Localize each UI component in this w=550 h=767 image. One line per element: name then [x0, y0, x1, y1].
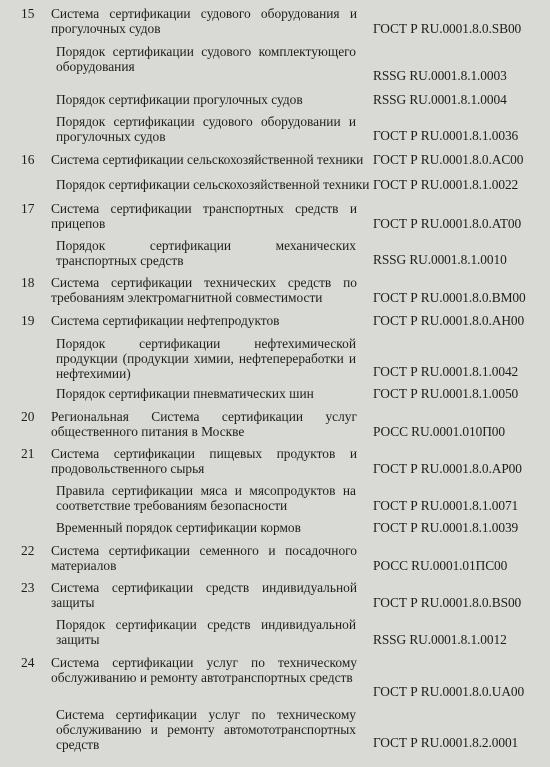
entry-title: Система сертификации нефтепродуктов: [51, 313, 280, 328]
entry-title: Порядок сертификации механических транспортных средств: [56, 238, 356, 268]
entry-code: ГОСТ Р RU.0001.8.0.AH00: [373, 313, 525, 328]
entry-title: Региональная Система сертификации услуг общественного питания в Москве: [51, 409, 357, 439]
entry-title: Система сертификации услуг по техническому обслуживанию и ремонту автомототранспортных средств: [56, 707, 356, 752]
entry-title: Система сертификации средств индивидуальной защиты: [51, 580, 357, 610]
entry-code: ГОСТ Р RU.0001.8.1.0050: [373, 386, 519, 401]
entry-title: Система сертификации сельскохозяйственной техники: [51, 152, 364, 167]
entry-title: Порядок сертификации судового оборудовании и прогулочных судов: [56, 114, 356, 144]
entry-title: Система сертификации технических средств по требованиям электромагнитной совместимости: [51, 275, 357, 305]
entry-title: Порядок сертификации судового комплектующего оборудования: [56, 44, 356, 74]
entry-title: Система сертификации транспортных средств и прицепов: [51, 201, 357, 231]
entry-title: Порядок сертификации прогулочных судов: [56, 92, 303, 107]
entry-title: Порядок сертификации пневматических шин: [56, 386, 314, 401]
entry-title: Система сертификации семенного и посадочного материалов: [51, 543, 357, 573]
entry-title: Система сертификации судового оборудования и прогулочных судов: [51, 6, 357, 36]
entry-code: ГОСТ Р RU.0001.8.1.0039: [373, 520, 519, 535]
entry-code: ГОСТ Р RU.0001.8.1.0022: [373, 177, 519, 192]
entry-title: Порядок сертификации нефтехимической продукции (продукции химии, нефтепереработки и нефтехимии): [56, 336, 356, 381]
entry-code: RSSG RU.0001.8.1.0012: [373, 632, 507, 647]
entry-number: 20: [21, 409, 35, 424]
entry-code: ГОСТ Р RU.0001.8.0.AC00: [373, 152, 524, 167]
entry-code: ГОСТ Р RU.0001.8.0.UA00: [373, 684, 525, 699]
entry-number: 24: [21, 655, 35, 670]
entry-number: 18: [21, 275, 35, 290]
entry-code: RSSG RU.0001.8.1.0010: [373, 252, 507, 267]
entry-number: 17: [21, 201, 35, 216]
entry-code: RSSG RU.0001.8.1.0004: [373, 92, 507, 107]
entry-code: ГОСТ Р RU.0001.8.0.BS00: [373, 595, 522, 610]
entry-code: РОСС RU.0001.01ПС00: [373, 558, 508, 573]
entry-code: ГОСТ Р RU.0001.8.1.0036: [373, 128, 519, 143]
entry-code: ГОСТ Р RU.0001.8.0.AP00: [373, 461, 522, 476]
entry-title: Порядок сертификации сельскохозяйственной техники: [56, 177, 370, 192]
entry-code: ГОСТ Р RU.0001.8.2.0001: [373, 735, 519, 750]
entry-title: Правила сертификации мяса и мясопродуктов на соответствие требованиям безопасности: [56, 483, 356, 513]
entry-number: 16: [21, 152, 35, 167]
entry-code: ГОСТ Р RU.0001.8.1.0042: [373, 364, 519, 379]
entry-code: ГОСТ Р RU.0001.8.0.SB00: [373, 21, 522, 36]
entry-code: RSSG RU.0001.8.1.0003: [373, 68, 507, 83]
entry-number: 22: [21, 543, 35, 558]
entry-number: 23: [21, 580, 35, 595]
entry-number: 15: [21, 6, 35, 21]
entry-number: 19: [21, 313, 35, 328]
entry-title: Временный порядок сертификации кормов: [56, 520, 301, 535]
entry-code: ГОСТ Р RU.0001.8.0.AT00: [373, 216, 522, 231]
entry-code: РОСС RU.0001.010П00: [373, 424, 505, 439]
entry-number: 21: [21, 446, 35, 461]
entry-title: Система сертификации пищевых продуктов и продовольственного сырья: [51, 446, 357, 476]
entry-code: ГОСТ Р RU.0001.8.0.BM00: [373, 290, 526, 305]
entry-title: Порядок сертификации средств индивидуальной защиты: [56, 617, 356, 647]
entry-code: ГОСТ Р RU.0001.8.1.0071: [373, 498, 519, 513]
entry-title: Система сертификации услуг по техническому обслуживанию и ремонту автотранспортных средств: [51, 655, 357, 685]
